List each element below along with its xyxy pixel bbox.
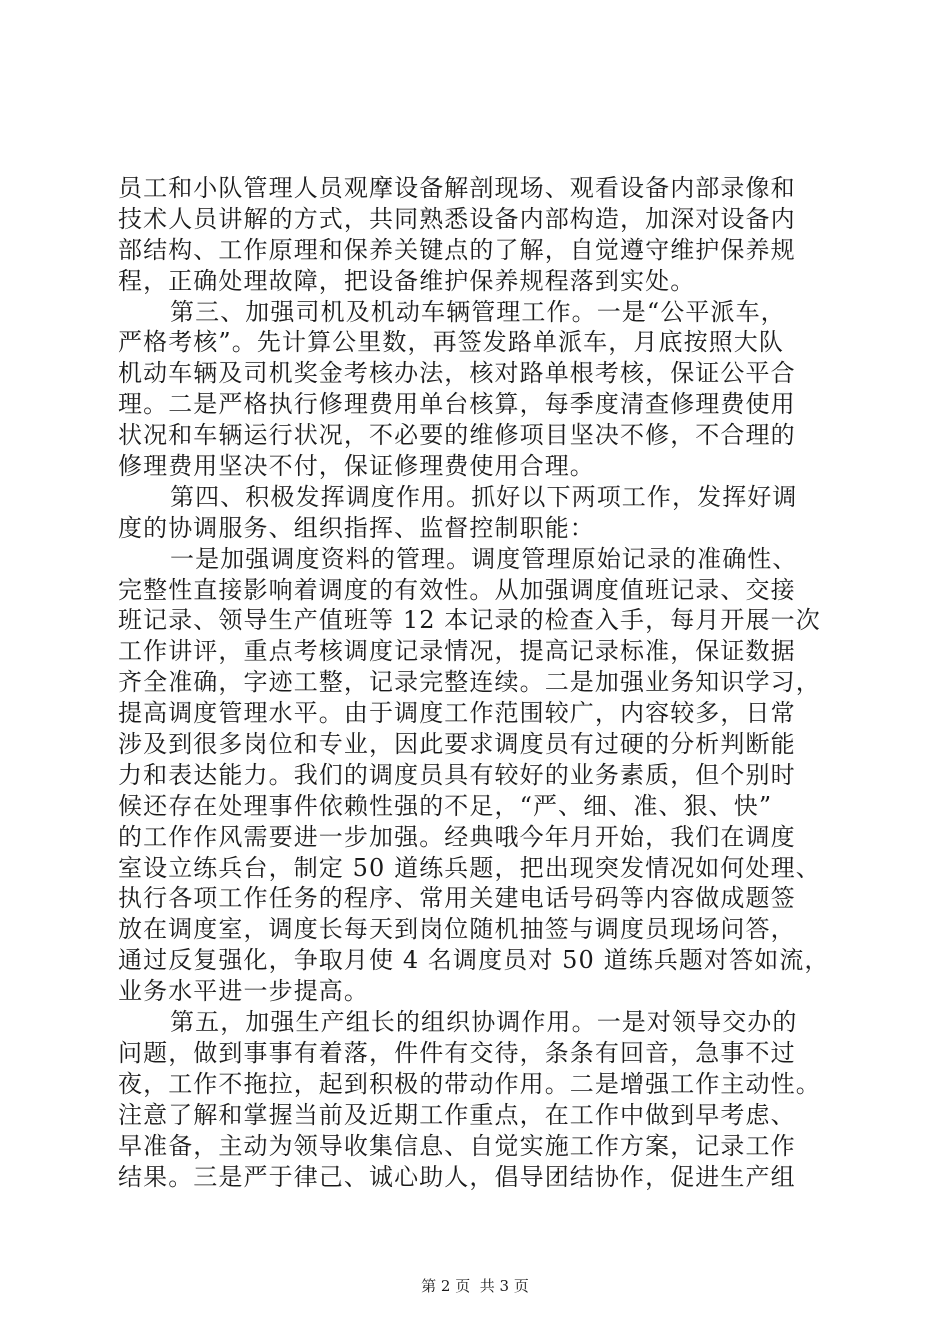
- text-line: 第三、加强司机及机动车辆管理工作。一是“公平派车，: [170, 297, 786, 326]
- text-line: 修理费用坚决不付，保证修理费使用合理。: [118, 452, 595, 481]
- text-line: 一是加强调度资料的管理。调度管理原始记录的准确性、: [170, 544, 798, 573]
- text-line: 涉及到很多岗位和专业，因此要求调度员有过硬的分析判断能: [118, 730, 796, 759]
- text-line: 部结构、工作原理和保养关键点的了解，自觉遵守维护保养规: [118, 235, 796, 264]
- text-line: 夜，工作不拖拉，起到积极的带动作用。二是增强工作主动性。: [118, 1069, 821, 1098]
- document-body: [118, 173, 830, 1192]
- text-line: 机动车辆及司机奖金考核办法，核对路单根考核，保证公平合: [118, 359, 796, 388]
- text-line: 的工作作风需要进一步加强。经典哦今年月开始，我们在调度: [118, 822, 796, 851]
- text-line: 第四、积极发挥调度作用。抓好以下两项工作，发挥好调: [170, 482, 798, 511]
- text-line: 程，正确处理故障，把设备维护保养规程落到实处。: [118, 266, 696, 295]
- text-line: 力和表达能力。我们的调度员具有较好的业务素质，但个别时: [118, 760, 796, 789]
- text-line: 完整性直接影响着调度的有效性。从加强调度值班记录、交接: [118, 575, 796, 604]
- text-line: 候还存在处理事件依赖性强的不足，“严、细、准、狠、快”: [118, 791, 773, 820]
- text-line: 通过反复强化，争取月使 4 名调度员对 50 道练兵题对答如流，: [118, 946, 830, 975]
- text-line: 执行各项工作任务的程序、常用关建电话号码等内容做成题签: [118, 884, 796, 913]
- text-line: 度的协调服务、组织指挥、监督控制职能：: [118, 513, 595, 542]
- text-line: 早准备，主动为领导收集信息、自觉实施工作方案，记录工作: [118, 1131, 796, 1160]
- text-line: 严格考核”。先计算公里数，再签发路单派车，月底按照大队: [118, 328, 784, 357]
- text-line: 员工和小队管理人员观摩设备解剖现场、观看设备内部录像和: [118, 174, 796, 202]
- text-line: 第五，加强生产组长的组织协调作用。一是对领导交办的: [170, 1008, 798, 1037]
- text-line: 技术人员讲解的方式，共同熟悉设备内部构造，加深对设备内: [118, 204, 796, 233]
- text-line: 问题，做到事事有着落，件件有交待，条条有回音，急事不过: [118, 1038, 796, 1067]
- text-line: 工作讲评，重点考核调度记录情况，提高记录标准，保证数据: [118, 637, 796, 666]
- text-line: 班记录、领导生产值班等 12 本记录的检查入手，每月开展一次: [118, 606, 821, 635]
- text-line: 室设立练兵台，制定 50 道练兵题，把出现突发情况如何处理、: [118, 853, 821, 882]
- text-line: 理。二是严格执行修理费用单台核算，每季度清查修理费使用: [118, 390, 796, 419]
- text-line: 注意了解和掌握当前及近期工作重点，在工作中做到早考虑、: [118, 1100, 796, 1129]
- page-number-label: 第 2 页 共 3 页: [421, 1277, 529, 1295]
- text-line: 业务水平进一步提高。: [118, 977, 369, 1006]
- text-line: 状况和车辆运行状况，不必要的维修项目坚决不修，不合理的: [118, 421, 796, 450]
- text-line: 齐全准确，字迹工整，记录完整连续。二是加强业务知识学习，: [118, 668, 821, 697]
- text-line: 放在调度室，调度长每天到岗位随机抽签与调度员现场问答，: [118, 915, 796, 944]
- text-line: 提高调度管理水平。由于调度工作范围较广，内容较多，日常: [118, 699, 796, 728]
- text-line: 结果。三是严于律己、诚心助人，倡导团结协作，促进生产组: [118, 1162, 796, 1191]
- page-footer: [0, 1276, 950, 1296]
